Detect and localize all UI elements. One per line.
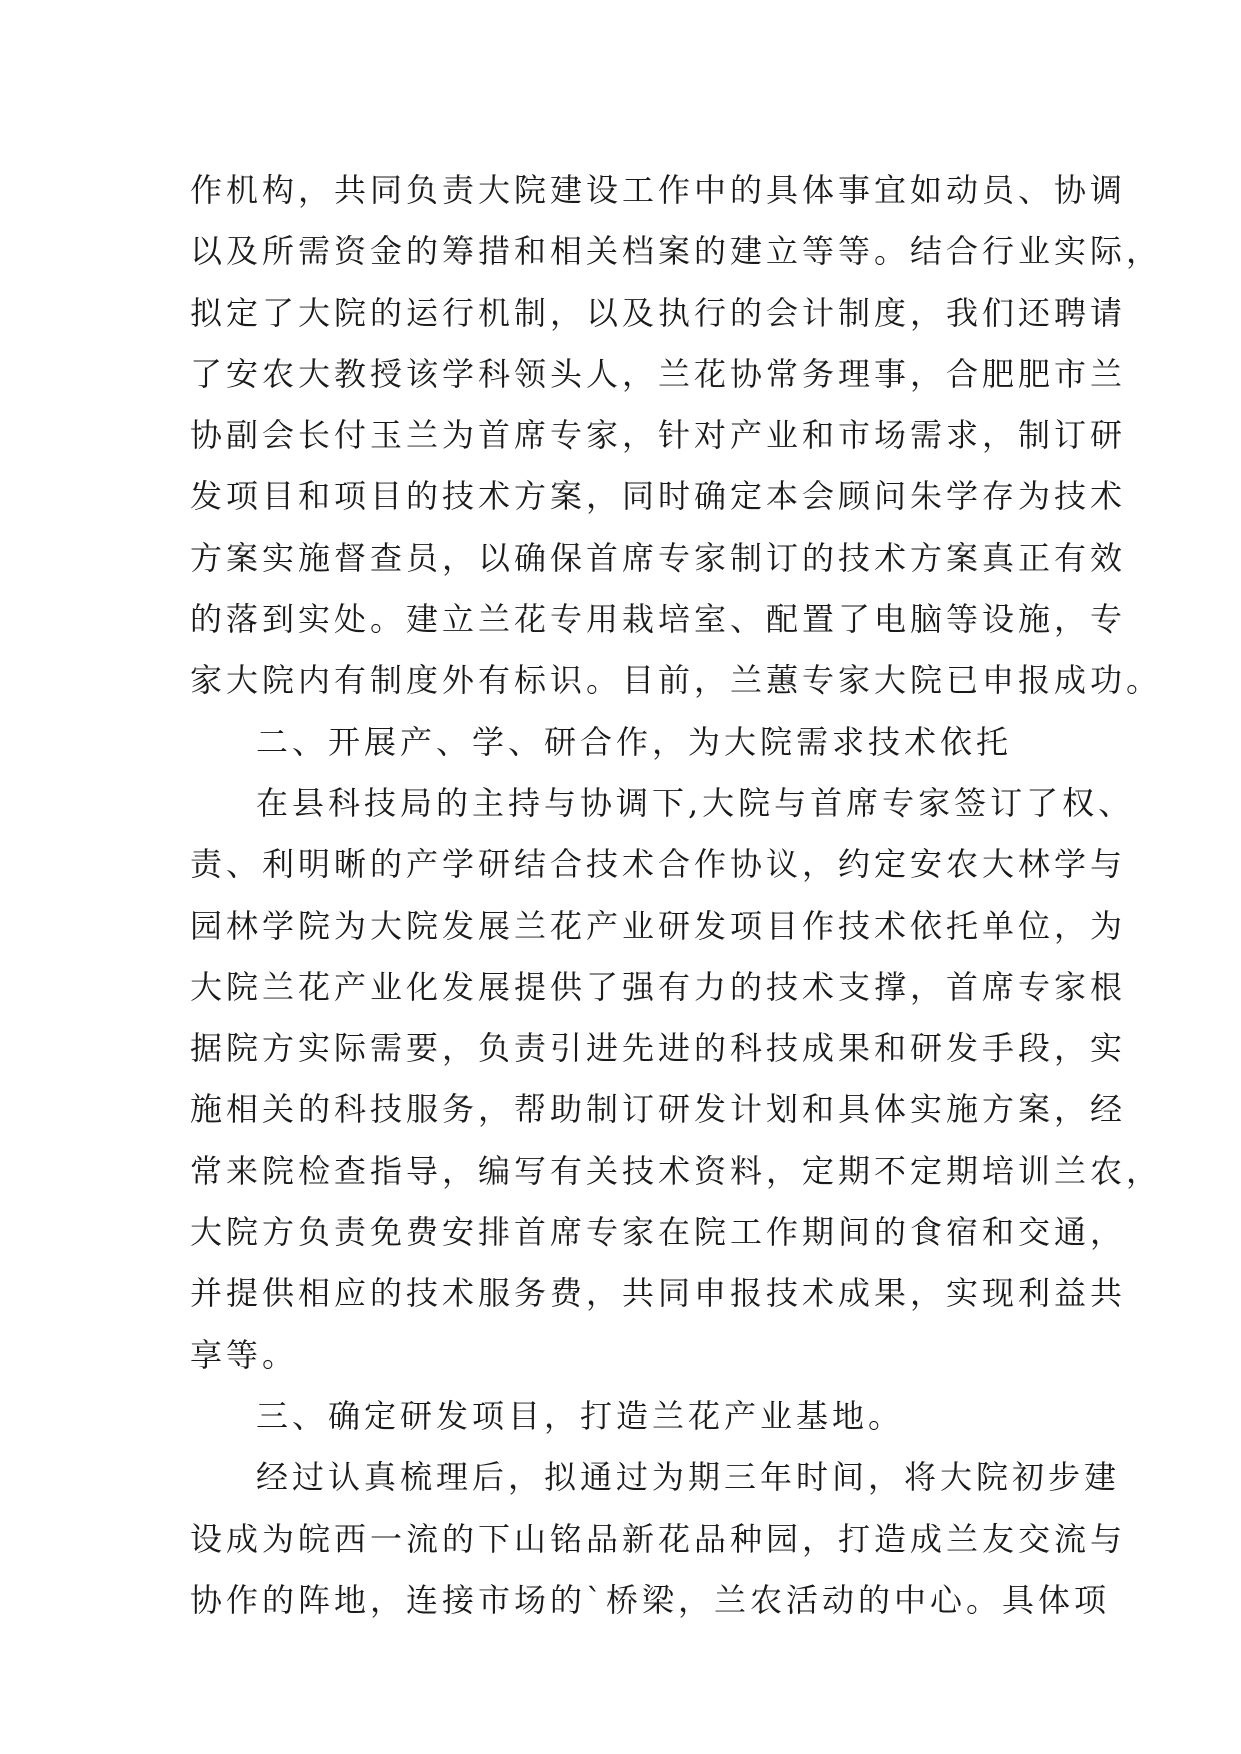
text-line: 设成为皖西一流的下山铭品新花品种园，打造成兰友交流与 <box>190 1519 1127 1558</box>
text-line: 责、利明晰的产学研结合技术合作协议，约定安农大林学与 <box>190 845 1127 884</box>
text-line: 大院方负责免费安排首席专家在院工作期间的食宿和交通， <box>190 1213 1127 1252</box>
text-line: 以及所需资金的筹措和相关档案的建立等等。结合行业实际， <box>190 232 1163 271</box>
text-line: 协副会长付玉兰为首席专家，针对产业和市场需求，制订研 <box>190 416 1127 455</box>
text-line: 施相关的科技服务，帮助制订研发计划和具体实施方案，经 <box>190 1090 1127 1129</box>
text-line: 协作的阵地，连接市场的`桥梁，兰农活动的中心。具体项 <box>190 1580 1111 1619</box>
paragraph-start-line: 在县科技局的主持与协调下,大院与首席专家签订了权、 <box>256 783 1135 822</box>
text-line: 并提供相应的技术服务费，共同申报技术成果，实现利益共 <box>190 1274 1127 1313</box>
text-line: 拟定了大院的运行机制，以及执行的会计制度，我们还聘请 <box>190 293 1127 332</box>
text-line: 大院兰花产业化发展提供了强有力的技术支撑，首席专家根 <box>190 967 1127 1006</box>
text-line: 方案实施督查员，以确保首席专家制订的技术方案真正有效 <box>190 538 1127 577</box>
body-text <box>190 160 1163 1631</box>
paragraph-start-line: 二、开展产、学、研合作，为大院需求技术依托 <box>256 722 1013 761</box>
text-line: 享等。 <box>190 1335 299 1374</box>
text-line: 常来院检查指导，编写有关技术资料，定期不定期培训兰农， <box>190 1151 1163 1190</box>
text-line: 的落到实处。建立兰花专用栽培室、配置了电脑等设施，专 <box>190 600 1127 639</box>
text-line: 作机构，共同负责大院建设工作中的具体事宜如动员、协调 <box>190 171 1127 209</box>
paragraph-start-line: 三、确定研发项目，打造兰花产业基地。 <box>256 1396 905 1435</box>
paragraph-start-line: 经过认真梳理后，拟通过为期三年时间，将大院初步建 <box>256 1458 1121 1497</box>
text-line: 据院方实际需要，负责引进先进的科技成果和研发手段，实 <box>190 1029 1127 1068</box>
text-line: 家大院内有制度外有标识。目前，兰蕙专家大院已申报成功。 <box>190 661 1163 700</box>
text-line: 了安农大教授该学科领头人，兰花协常务理事，合肥肥市兰 <box>190 354 1127 393</box>
text-line: 园林学院为大院发展兰花产业研发项目作技术依托单位，为 <box>190 906 1127 945</box>
text-line: 发项目和项目的技术方案，同时确定本会顾问朱学存为技术 <box>190 477 1127 516</box>
